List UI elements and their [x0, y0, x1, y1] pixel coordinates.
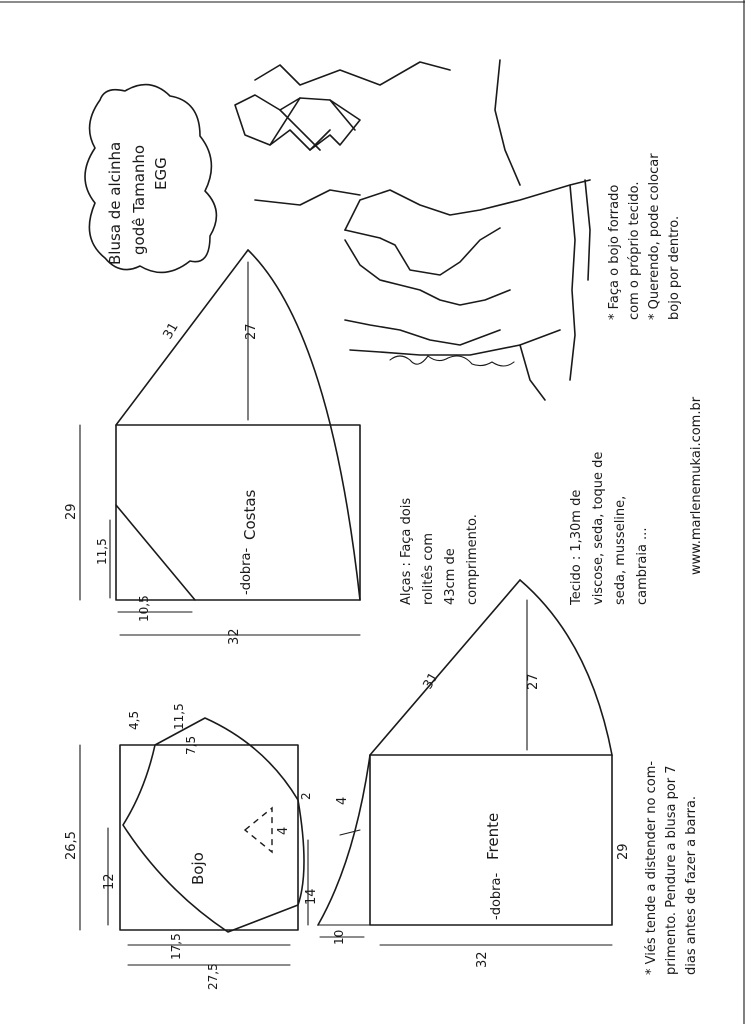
bojo-dim-width: 26,5 [64, 831, 79, 860]
tecido-line4: cambraia ... [635, 527, 650, 605]
bojo-piece [64, 703, 319, 990]
costas-dim-width: 32 [227, 628, 242, 645]
costas-piece [64, 250, 360, 645]
costas-label: Costas [241, 489, 259, 540]
frente-dim-neck: 4 [335, 796, 350, 805]
costas-dim-diag: 31 [160, 320, 182, 342]
bojo-note-line2: com o próprio tecido. [627, 181, 642, 320]
bojo-dim-corner: 2 [299, 792, 313, 800]
costas-dim-height: 27 [244, 323, 259, 340]
vies-instructions [644, 761, 699, 975]
title-cloud [85, 85, 216, 273]
costas-dim-a: 11,5 [95, 538, 109, 565]
title-line3: EGG [152, 157, 170, 190]
frente-dim-b: 10 [332, 929, 346, 945]
bojo-dim-left: 12 [102, 873, 117, 890]
alcas-line3: 43cm de [443, 548, 458, 605]
bojo-dim-side: 7,5 [184, 735, 198, 755]
tecido-line2: viscose, seda, toque de [591, 451, 606, 605]
bojo-instructions [607, 153, 682, 320]
alcas-note [399, 498, 480, 605]
blouse-illustration [235, 60, 590, 400]
frente-dim-width: 32 [475, 951, 490, 968]
bojo-dim-top-b: 11,5 [172, 703, 186, 730]
bojo-note-line4: bojo por dentro. [667, 215, 682, 320]
bojo-note-line1: * Faça o bojo forrado [607, 184, 622, 320]
title-line1: Blusa de alcinha [106, 141, 124, 265]
bojo-label: Bojo [189, 852, 207, 885]
alcas-line4: comprimento. [465, 514, 480, 605]
bojo-dim-dart: 4 [276, 826, 291, 835]
frente-dim-height: 27 [526, 673, 541, 690]
frente-fold-label: -dobra- [489, 872, 504, 920]
frente-dim-diag: 31 [420, 670, 442, 692]
bojo-note-line3: * Querendo, pode colocar [647, 153, 662, 320]
tecido-note [569, 452, 650, 606]
alcas-line2: rolitês com [421, 532, 436, 605]
frente-dim-top: 29 [616, 843, 631, 860]
costas-dim-top: 29 [64, 503, 79, 520]
website-text: www.marlenemukai.com.br [689, 396, 704, 575]
frente-piece [318, 580, 631, 968]
costas-dim-b: 10,5 [137, 595, 151, 622]
vies-line1: * Viés tende a distender no com- [644, 760, 659, 975]
tecido-line3: seda, musseline, [613, 495, 628, 605]
vies-line3: dias antes de fazer a barra. [684, 795, 699, 975]
bojo-dim-right: 14 [304, 888, 319, 905]
tecido-line1: Tecido : 1,30m de [569, 489, 584, 605]
frente-label: Frente [484, 812, 502, 860]
bojo-dim-bottom-a: 17,5 [169, 933, 183, 960]
title-line2: godê Tamanho [130, 144, 148, 255]
vies-line2: primento. Pendure a blusa por 7 [664, 765, 679, 975]
costas-fold-label: -dobra- [239, 547, 254, 595]
bojo-dim-top-a: 4,5 [127, 710, 141, 730]
bojo-dim-bottom-b: 27,5 [206, 963, 220, 990]
alcas-line1: Alças : Faça dois [399, 497, 414, 605]
